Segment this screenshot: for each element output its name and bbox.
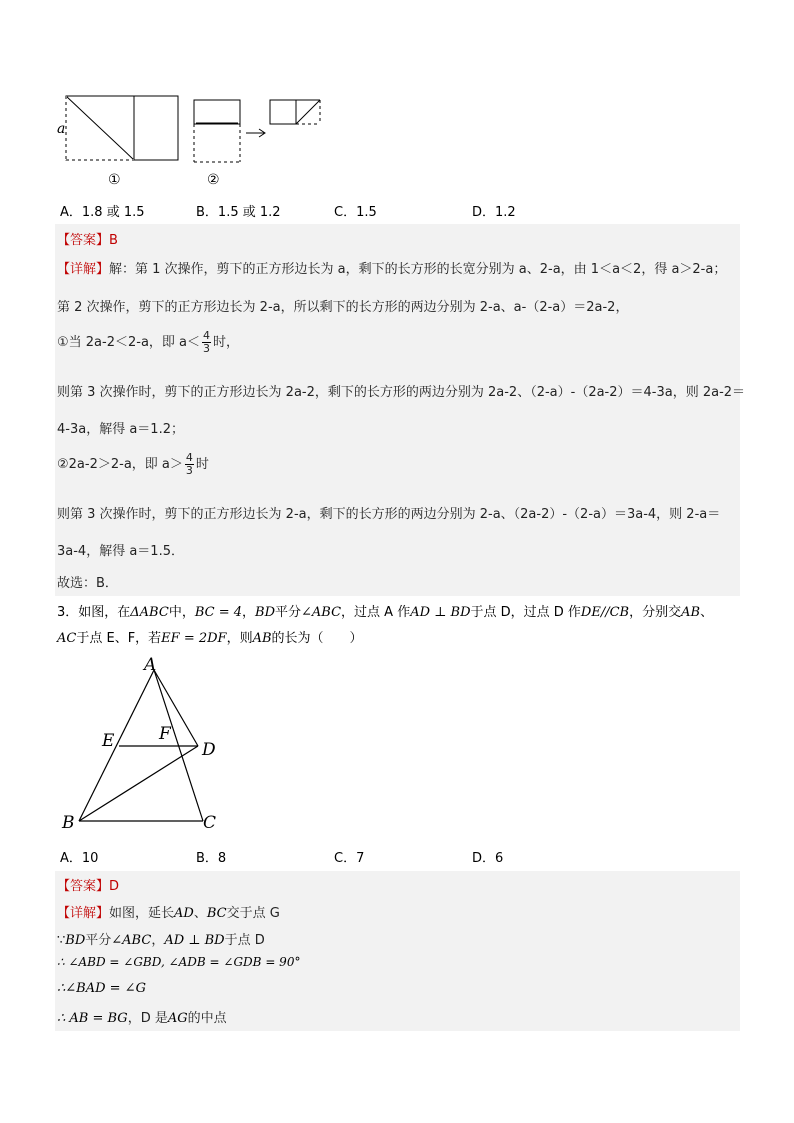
q2-detail-line-1: 【详解】解：第 1 次操作，剪下的正方形边长为 a，剩下的长方形的长宽分别为 a、2-a，由 1＜a＜2，得 a＞2-a； [57,262,727,277]
detail-tag: 【详解】 [57,262,110,277]
q3-detail-line-5: ∴ AB = BG，D 是AG的中点 [57,1011,227,1026]
vertex-e-label: E [102,731,115,751]
detail-tag: 【详解】 [57,906,110,921]
fraction-4-3: $\frac{4}{3}$ [203,329,211,355]
q2-detail-line-6: ②2a-2＞2-a，即 a＞ $\frac{4}{3}$ 时 [57,451,209,477]
q2-detail-line-7: 则第 3 次操作时，剪下的正方形边长为 2-a，剩下的长方形的两边分别为 2-a、（2a-2）-（2-a）＝3a-4，则 2-a＝ [57,507,721,522]
q2-detail-line-3: ①当 2a-2＜2-a，即 a＜ $\frac{4}{3}$ 时， [57,329,240,355]
answer-tag: 【答案】 [57,233,110,248]
q2-detail-line-4: 则第 3 次操作时，剪下的正方形边长为 2a-2，剩下的长方形的两边分别为 2a-2、（2-a）-（2a-2）＝4-3a，则 2a-2＝ [57,385,746,400]
q3-answer [57,875,119,894]
q3-detail-line-1: 【详解】如图，延长AD、BC交于点 G [57,906,280,921]
answer-value: D [109,879,120,894]
q2-option-c: C．1.5 [334,205,377,220]
vertex-a-label: A [144,655,157,675]
q3-option-d: D．6 [472,851,504,866]
q2-detail-line-5: 4-3a，解得 a＝1.2； [57,422,184,437]
vertex-d-label: D [202,740,216,760]
q2-option-b: B．1.5 或 1.2 [196,205,281,220]
q3-option-b: B．8 [196,851,227,866]
vertex-c-label: C [203,813,217,833]
q2-detail-line-8: 3a-4，解得 a＝1.5． [57,544,184,559]
q2-option-d: D．1.2 [472,205,516,220]
q3-detail-line-2: ∵BD平分∠ABC，AD ⊥ BD于点 D [57,933,265,948]
answer-value: B [109,233,118,248]
q3-detail-line-4: ∴∠BAD = ∠G [57,981,146,996]
q3-option-c: C．7 [334,851,365,866]
q2-option-a: A．1.8 或 1.5 [60,205,145,220]
answer-tag: 【答案】 [57,879,110,894]
q3-option-a: A．10 [60,851,99,866]
q2-answer [57,229,118,248]
fig1-label-1: ① [108,172,121,188]
q2-detail-line-2: 第 2 次操作，剪下的正方形边长为 2-a，所以剩下的长方形的两边分别为 2-a、a-（2-a）＝2a-2， [57,300,629,315]
figure-folding-diagram [50,90,350,190]
vertex-b-label: B [62,813,75,833]
q3-detail-line-3: ∴ ∠ABD = ∠GBD, ∠ADB = ∠GDB = 90° [57,955,301,969]
q3-stem-line-1: 3．如图，在ΔABC中，BC = 4，BD平分∠ABC，过点 A 作AD ⊥ BD于点 D，过点 D 作DE//CB，分别交AB、 [57,605,714,620]
fig1-label-a: a [57,121,66,137]
q3-stem-line-2: AC于点 E、F，若EF = 2DF，则AB的长为（ ） [57,631,363,646]
fig1-label-2: ② [207,172,220,188]
q2-detail-line-9: 故选：B． [57,576,118,591]
fraction-4-3: $\frac{4}{3}$ [185,451,193,477]
vertex-f-label: F [159,724,171,744]
